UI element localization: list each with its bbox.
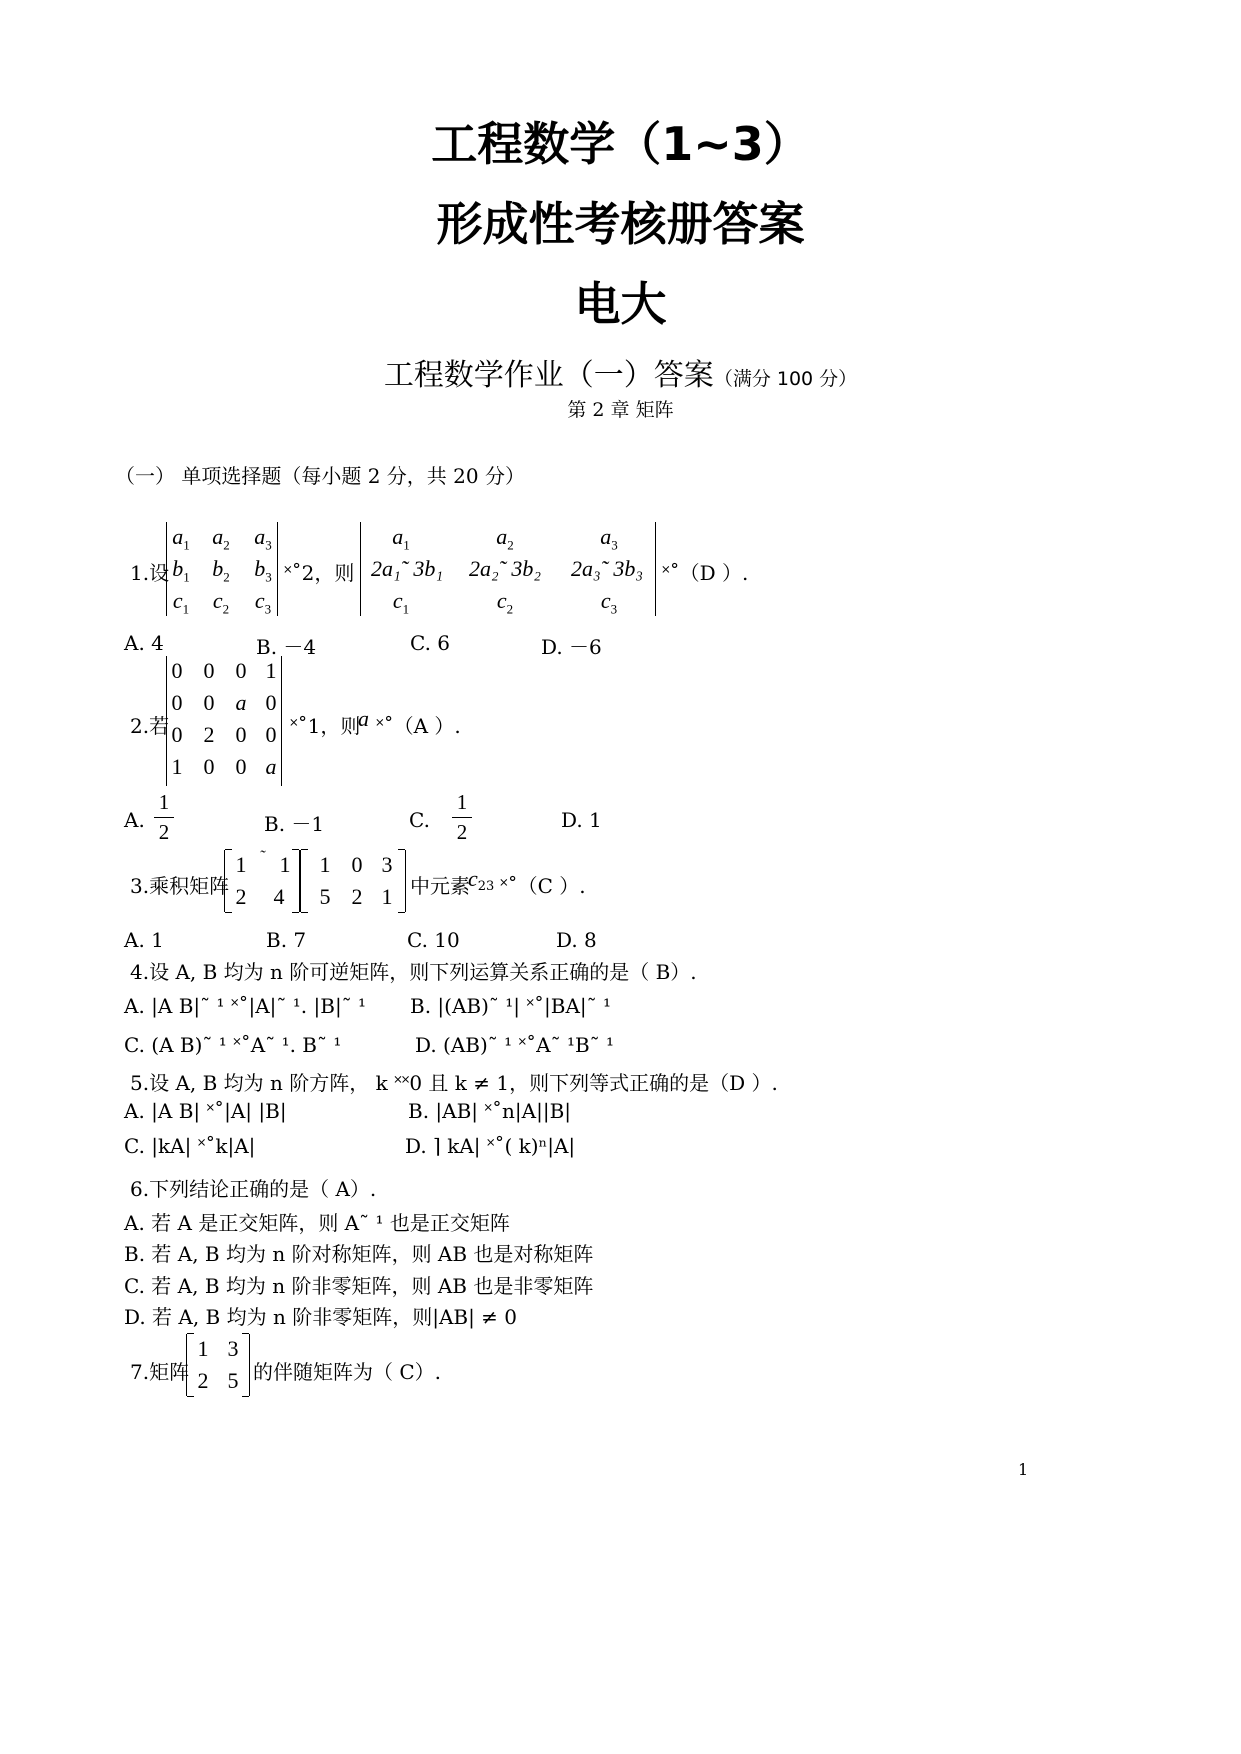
q1-option-b: B. －4 [256, 635, 317, 659]
q7-prefix: 7.矩阵 [130, 1360, 190, 1384]
q1-det2: $a_1$ $a_2$ $a_3$ 2a₁˜ 3b₁ 2a₂˜ 3b₂ 2a₃˜ 3b₃ $c_1$ $c_2$ $c_3$ [360, 522, 656, 616]
q4-option-b: B. |(AB)˜ ¹| ˟˚|BA|˜ ¹ [410, 994, 611, 1018]
section-title [0, 350, 1241, 394]
q6-option-b: B. 若 A, B 均为 n 阶对称矩阵，则 AB 也是对称矩阵 [124, 1242, 594, 1266]
q2-answer: ˟˚（A ）. [376, 714, 461, 738]
q4-stem: 4.设 A, B 均为 n 阶可逆矩阵，则下列运算关系正确的是（ B）. [130, 960, 697, 984]
q1-answer: ˟˚（D ）. [662, 561, 749, 585]
q5-option-b: B. |AB| ˟˚n|A||B| [408, 1099, 571, 1123]
q3-prefix: 3.乘积矩阵 [130, 874, 230, 898]
q4-option-d: D. (AB)˜ ¹ ˟˚A˜ ¹B˜ ¹ [415, 1033, 615, 1057]
q7-suffix: 的伴随矩阵为（ C）. [253, 1360, 442, 1384]
q1-option-d: D. －6 [541, 635, 602, 659]
q5-stem: 5.设 A, B 均为 n 阶方阵， k ˟˟0 且 k ≠ 1，则下列等式正确的是（D ）. [130, 1071, 778, 1095]
q1-equals: ˟˚2，则 [284, 561, 355, 585]
q2-variable: a [358, 706, 369, 731]
q6-stem: 6.下列结论正确的是（ A）. [130, 1177, 377, 1201]
chapter-heading: 第 2 章 矩阵 [567, 399, 674, 421]
q3-option-b: B. 7 [266, 928, 307, 952]
q6-option-a: A. 若 A 是正交矩阵，则 A˜ ¹ 也是正交矩阵 [124, 1211, 510, 1235]
q3-option-a: A. 1 [124, 928, 164, 952]
doc-title-line1: 工程数学（1~3） [431, 117, 810, 171]
q2-prefix: 2.若 [130, 714, 170, 738]
doc-title-line3: 电大 [574, 277, 667, 331]
q1-option-c: C. 6 [410, 631, 451, 655]
q2-option-a-label: A. [124, 808, 145, 832]
doc-title-line2: 形成性考核册答案 [436, 197, 805, 251]
q2-det: 0 0 0 1 0 0 a 0 0 2 0 0 1 0 0 a [166, 656, 282, 786]
q4-option-c: C. (A B)˜ ¹ ˟˚A˜ ¹. B˜ ¹ [124, 1033, 342, 1057]
part1-heading: （一） 单项选择题（每小题 2 分，共 20 分） [115, 464, 525, 488]
q3-option-c: C. 10 [407, 928, 460, 952]
score-note: （满分 100 分） [713, 368, 858, 390]
q3-option-d: D. 8 [556, 928, 597, 952]
q5-option-c: C. |kA| ˟˚k|A| [124, 1134, 256, 1158]
q3-matrix2: 1 0 3 5 2 1 [300, 850, 406, 912]
q3-matrix1: 1 ˜ 1 2 4 [224, 850, 300, 912]
page-number: 1 [1018, 1460, 1029, 1479]
q2-option-c-label: C. [409, 808, 430, 832]
q3-answer: ˟˚（C ）. [500, 874, 586, 898]
q5-option-d: D. ⌉ kA| ˟˚( k)ⁿ|A| [405, 1134, 576, 1158]
q7-matrix: 1 3 2 5 [186, 1334, 250, 1396]
q5-option-a: A. |A B| ˟˚|A| |B| [124, 1099, 287, 1123]
q2-option-a-fraction: 1 2 [154, 790, 174, 845]
q1-option-a: A. 4 [124, 631, 164, 655]
q4-option-a: A. |A B|˜ ¹ ˟˚|A|˜ ¹. |B|˜ ¹ [124, 994, 367, 1018]
section-title-text: 工程数学作业（一）答案 [383, 358, 714, 393]
q2-option-b: B. －1 [264, 812, 325, 836]
q3-element: $c_{23}$ [468, 866, 495, 895]
q2-option-d: D. 1 [561, 808, 602, 832]
q1-det1: $a_1$ $a_2$ $a_3$ $b_1$ $b_2$ $b_3$ $c_1$ $c_2$ $c_3$ [166, 522, 278, 616]
q6-option-c: C. 若 A, B 均为 n 阶非零矩阵，则 AB 也是非零矩阵 [124, 1274, 594, 1298]
q2-option-c-fraction: 1 2 [452, 790, 472, 845]
q6-option-d: D. 若 A, B 均为 n 阶非零矩阵，则|AB| ≠ 0 [124, 1305, 518, 1329]
q3-suffix: 中元素 [410, 874, 470, 898]
q2-after: ˟˚1，则 [290, 714, 361, 738]
q1-prefix: 1.设 [130, 561, 170, 585]
